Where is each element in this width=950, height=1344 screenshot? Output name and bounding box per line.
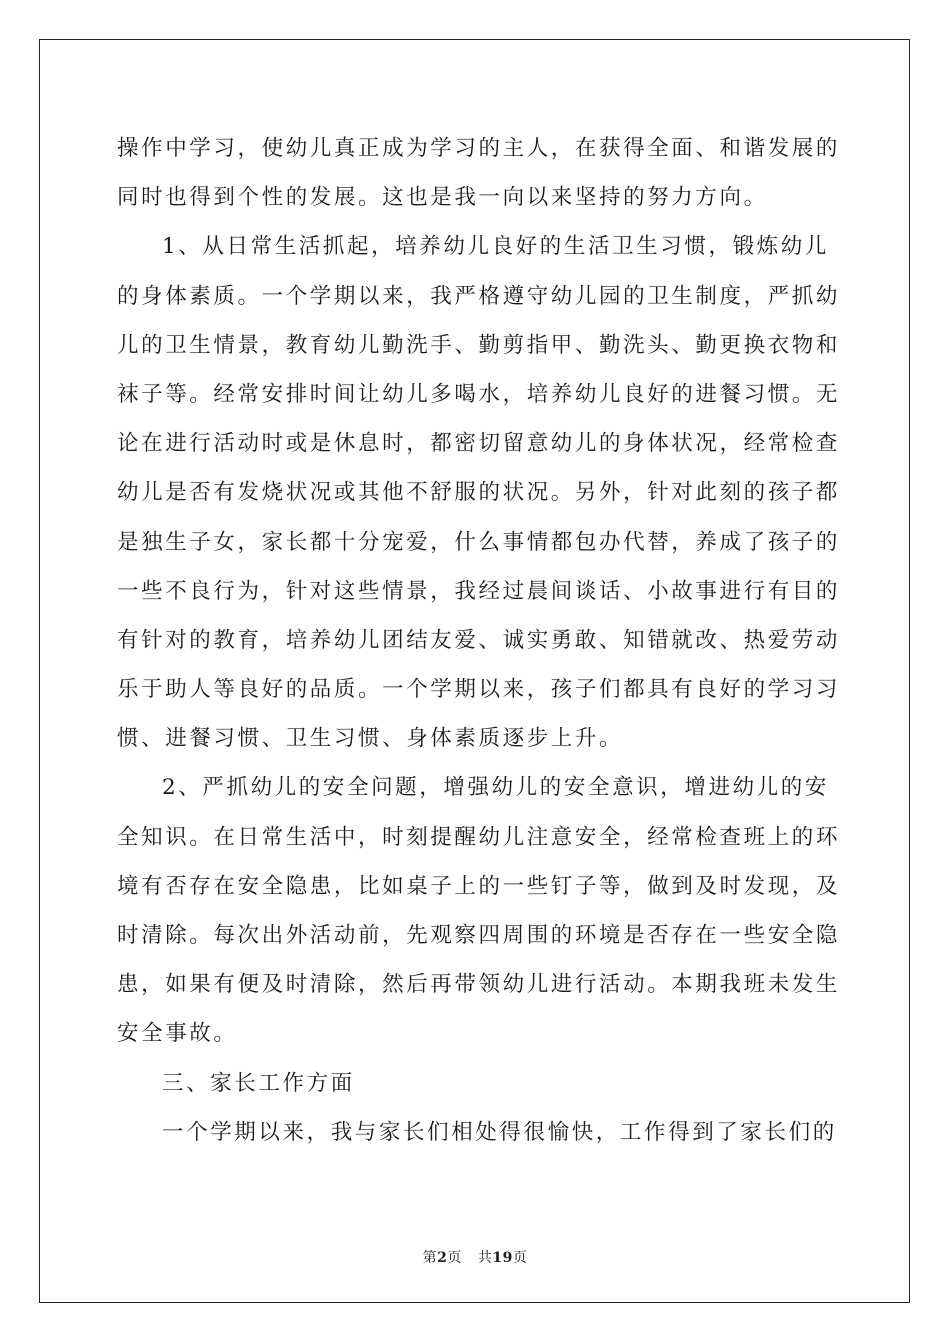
text-line: 袜子等。经常安排时间让幼儿多喝水，培养幼儿良好的进餐习惯。无	[117, 381, 841, 407]
document-body	[117, 124, 841, 1157]
text-line: 是独生子女，家长都十分宠爱，什么事情都包办代替，养成了孩子的	[117, 529, 841, 555]
page-prefix: 第	[422, 1250, 438, 1266]
total-pages: 19	[492, 1250, 513, 1266]
paragraph-start: 1、从日常生活抓起，培养幼儿良好的生活卫生习惯，锻炼幼儿	[162, 234, 829, 260]
text-line: 论在进行活动时或是休息时，都密切留意幼儿的身体状况，经常检查	[117, 431, 841, 457]
page-footer	[0, 1248, 950, 1268]
paragraph-start: 2、严抓幼儿的安全问题，增强幼儿的安全意识，增进幼儿的安	[162, 775, 829, 801]
text-line: 幼儿是否有发烧状况或其他不舒服的状况。另外，针对此刻的孩子都	[117, 480, 841, 506]
page-number: 2	[437, 1250, 448, 1266]
text-line: 有针对的教育，培养幼儿团结友爱、诚实勇敢、知错就改、热爱劳动	[117, 627, 841, 653]
text-line: 时清除。每次出外活动前，先观察四周围的环境是否存在一些安全隐	[117, 923, 841, 948]
text-line: 乐于助人等良好的品质。一个学期以来，孩子们都具有良好的学习习	[117, 677, 841, 703]
total-suffix: 页	[512, 1250, 528, 1266]
text-line: 患，如果有便及时清除，然后再带领幼儿进行活动。本期我班未发生	[117, 972, 841, 998]
text-line: 一些不良行为，针对这些情景，我经过晨间谈话、小故事进行有目的	[117, 578, 841, 604]
text-line: 境有否存在安全隐患，比如桌子上的一些钉子等，做到及时发现，及	[117, 873, 841, 899]
text-line: 全知识。在日常生活中，时刻提醒幼儿注意安全，经常检查班上的环	[117, 824, 841, 850]
text-line: 安全事故。	[117, 1021, 238, 1047]
text-line: 的身体素质。一个学期以来，我严格遵守幼儿园的卫生制度，严抓幼	[117, 283, 841, 309]
section-heading: 三、家长工作方面	[162, 1070, 355, 1096]
total-prefix: 共	[477, 1250, 493, 1266]
text-line: 同时也得到个性的发展。这也是我一向以来坚持的努力方向。	[117, 185, 768, 211]
text-line: 惯、进餐习惯、卫生习惯、身体素质逐步上升。	[117, 726, 624, 752]
page-suffix: 页	[447, 1250, 462, 1266]
text-line: 儿的卫生情景，教育幼儿勤洗手、勤剪指甲、勤洗头、勤更换衣物和	[117, 332, 841, 358]
text-line: 操作中学习，使幼儿真正成为学习的主人，在获得全面、和谐发展的	[117, 136, 841, 161]
paragraph-start: 一个学期以来，我与家长们相处得很愉快，工作得到了家长们的	[162, 1119, 837, 1145]
